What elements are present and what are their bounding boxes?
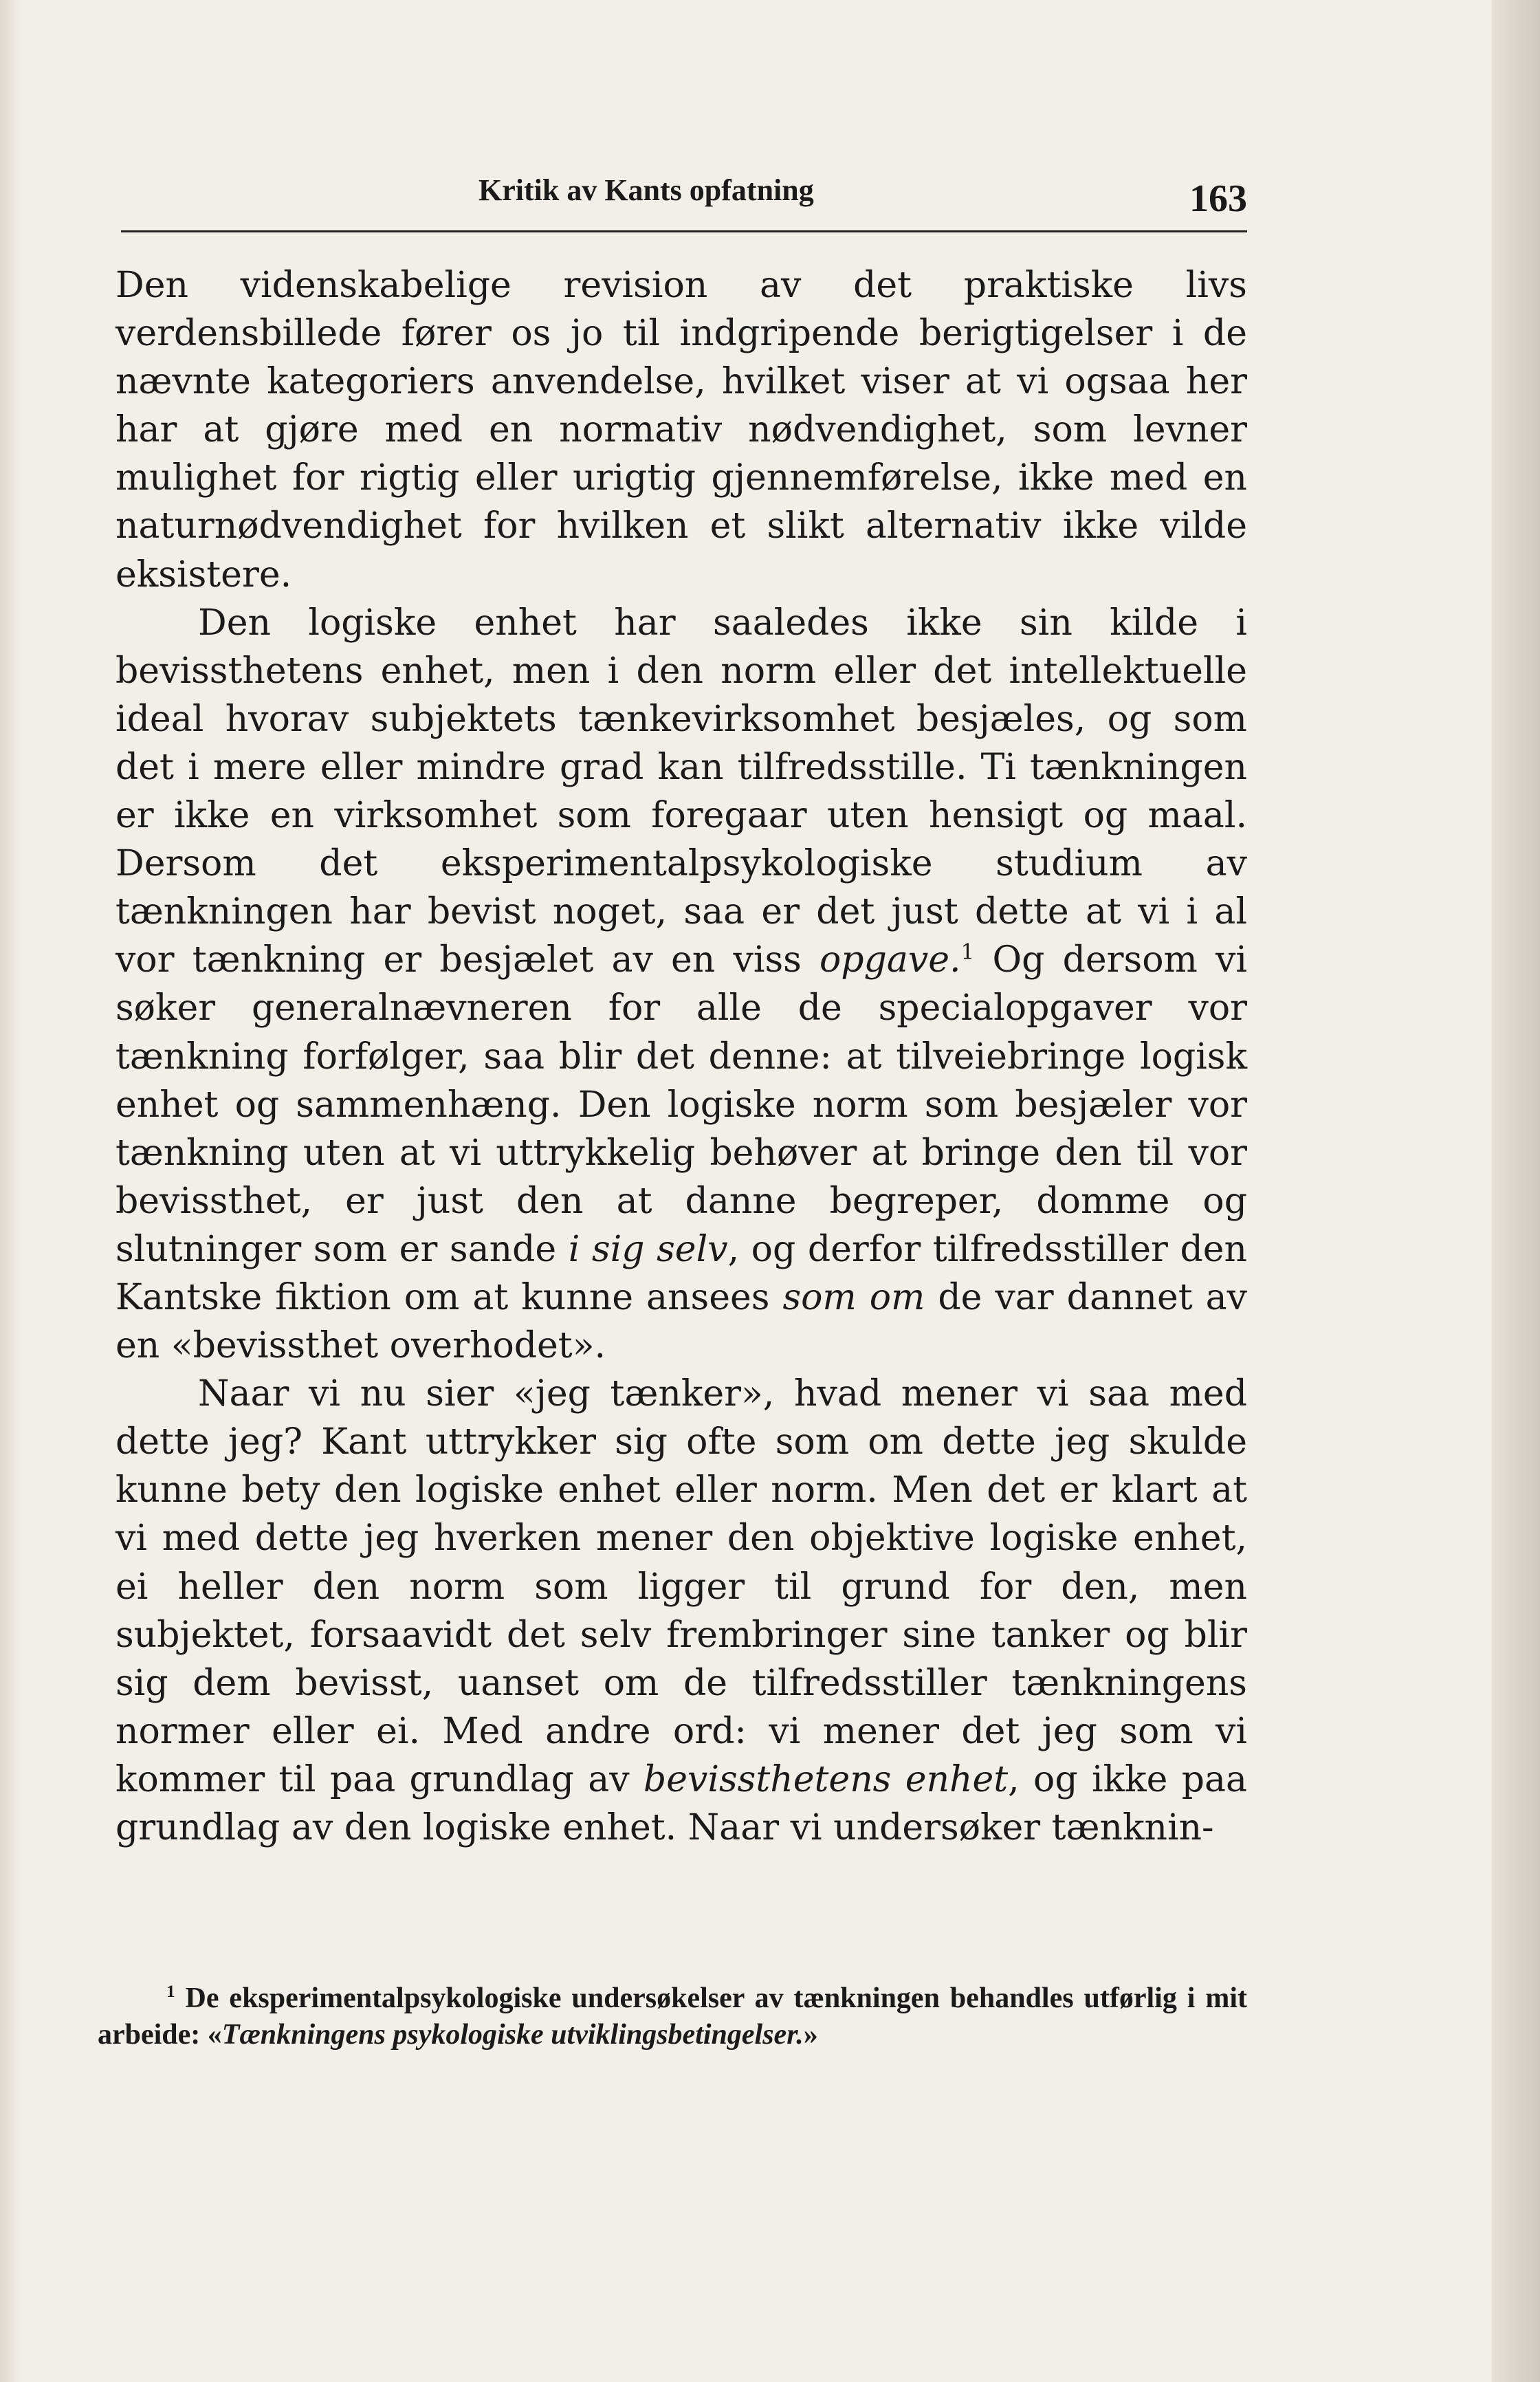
footnote-close-quote: » — [803, 2019, 818, 2051]
running-header — [121, 168, 1247, 232]
paragraph-2-emphasis-i-sig-selv: i sig selv — [568, 1228, 728, 1270]
running-title: Kritik av Kants opfatning — [478, 173, 814, 207]
footnote-1 — [98, 1980, 1247, 2053]
paragraph-2-text-d: de var dannet av en «bevissthet overhodet». — [116, 1276, 1247, 1367]
body-text — [116, 261, 1247, 1852]
paragraph-2 — [116, 599, 1247, 1370]
paragraph-2-text-b: Og dersom vi søker generalnævneren for alle de specialopgaver vor tænkning forfølger, saa blir det denne: at tilveiebringe logisk enhet og sammenhæng. Den logiske norm som besjæler vor tænkning uten at vi uttrykkelig behøver at bringe den til vor bevissthet, er just den at danne begreper, domme og slutninger som er sande — [116, 939, 1247, 1270]
paragraph-3-text-a: Naar vi nu sier «jeg tænker», hvad mener vi saa med dette jeg? Kant uttrykker sig ofte som om dette jeg skulde kunne bety den logiske enhet eller norm. Men det er klart at vi med dette jeg hverken mener den objektive logiske enhet, ei heller den norm som ligger til grund for den, men subjektet, forsaavidt det selv frembringer sine tanker og blir sig dem bevisst, uanset om de tilfredsstiller tænkningens normer eller ei. Med andre ord: vi mener det jeg som vi kommer til paa grundlag av — [116, 1373, 1247, 1800]
paragraph-1: Den videnskabelige revision av det praktiske livs verdensbillede fører os jo til indgripende berigtigelser i de nævnte kategoriers anvendelse, hvilket viser at vi ogsaa her har at gjøre med en normativ nødvendighet, som levner mulighet for rigtig eller urigtig gjennemførelse, ikke med en naturnødvendighet for hvilken et slikt alternativ ikke vilde eksistere. — [116, 265, 1247, 596]
footnote-marker: 1 — [166, 1982, 175, 2001]
paragraph-2-emphasis-som-om: som om — [782, 1276, 925, 1318]
page-number: 163 — [1189, 177, 1247, 220]
paragraph-2-text-c: , og derfor tilfredsstiller den Kantske fiktion om at kunne ansees — [116, 1228, 1247, 1318]
footnote-book-title: Tænkningens psykologiske utviklingsbetingelser. — [221, 2019, 804, 2051]
footnote-text: De eksperimentalpsykologiske undersøkelser av tænkningen behandles utførlig i mit arbeide: « — [98, 1982, 1247, 2051]
paragraph-3 — [116, 1370, 1247, 1852]
paragraph-3-emphasis-bevissthetens-enhet: bevissthetens enhet — [643, 1758, 1009, 1800]
page-shadow-right — [1492, 0, 1540, 2382]
page-shadow-left — [0, 0, 21, 2382]
footnotes — [98, 1980, 1247, 2053]
footnote-reference: 1 — [960, 939, 975, 965]
paragraph-2-text-a: Den logiske enhet har saaledes ikke sin kilde i bevissthetens enhet, men i den norm eller det intellektuelle ideal hvorav subjektets tænkevirksomhet besjæles, og som det i mere eller mindre grad kan tilfredsstille. Ti tænkningen er ikke en virksomhet som foregaar uten hensigt og maal. Dersom det eksperimentalpsykologiske studium av tænkningen har bevist noget, saa er det just dette at vi i al vor tænkning er besjælet av en viss — [116, 602, 1247, 981]
paragraph-3-text-b: , og ikke paa grundlag av den logiske enhet. Naar vi undersøker tænknin- — [116, 1758, 1247, 1848]
paragraph-2-emphasis-opgave: opgave. — [819, 939, 961, 981]
